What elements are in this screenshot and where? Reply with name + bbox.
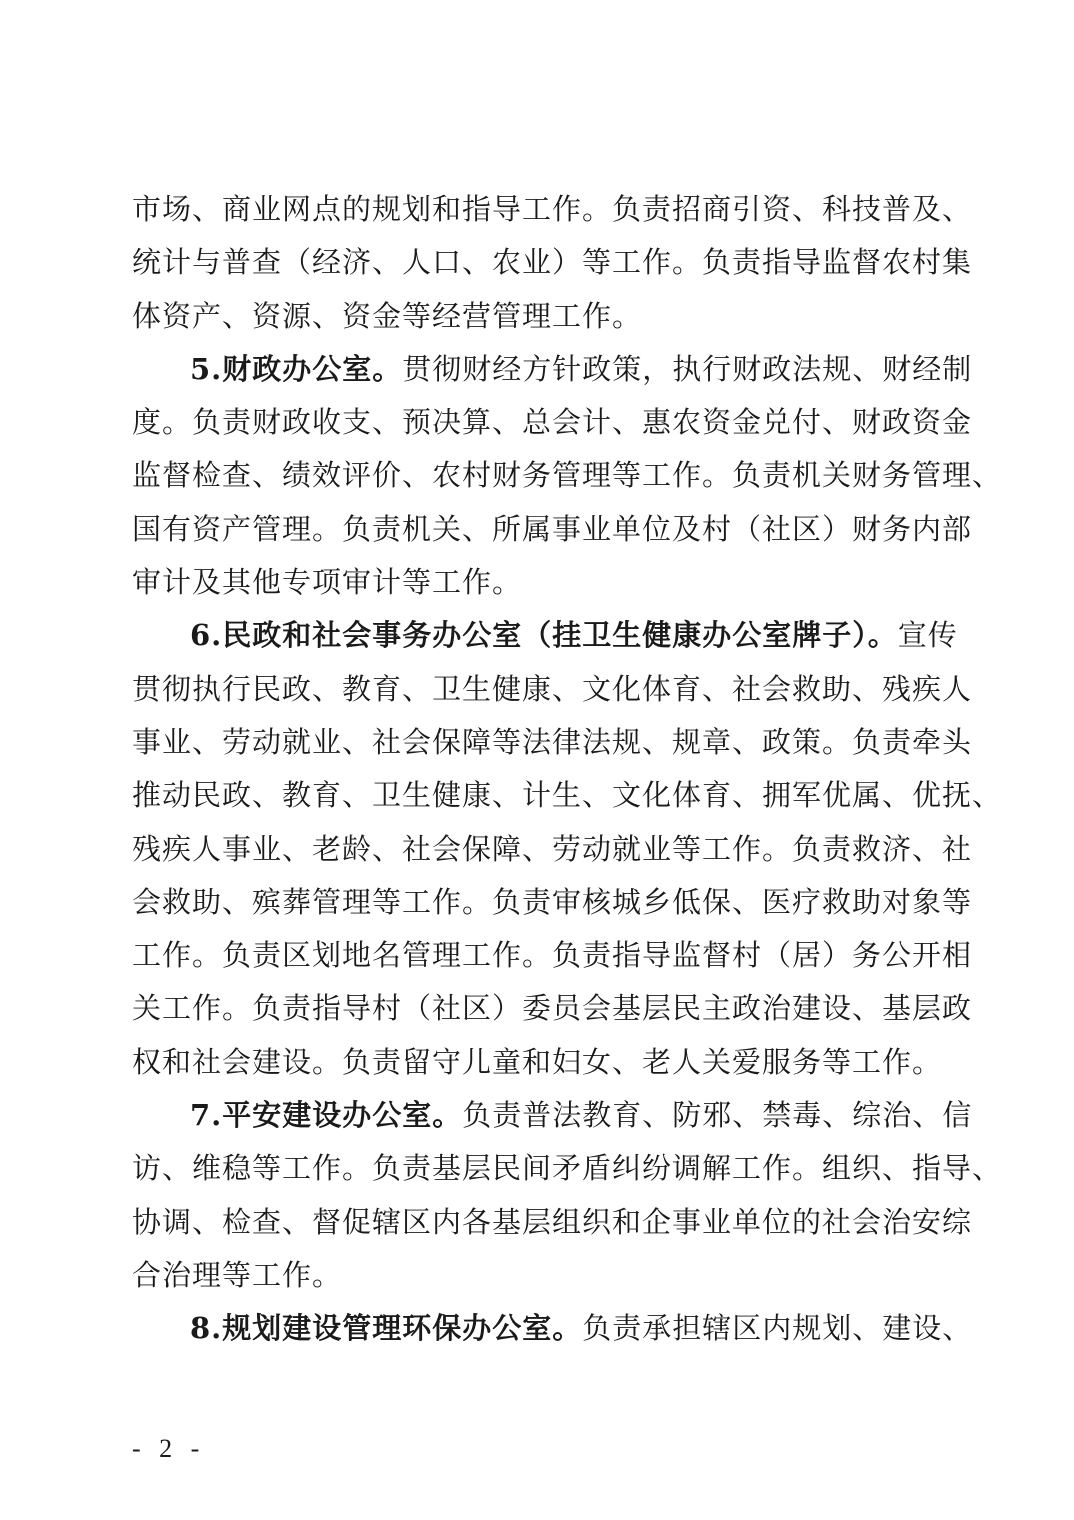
text-line-first xyxy=(132,609,958,662)
paragraph-heading: 5.财政办公室。 xyxy=(190,351,403,386)
paragraph-planning-office xyxy=(132,1302,973,1355)
text-line-first xyxy=(132,1302,973,1355)
paragraph-continuation xyxy=(132,183,973,343)
paragraph-heading: 6.民政和社会事务办公室（挂卫生健康办公室牌子）。 xyxy=(190,618,898,653)
text-line: 体资产、资源、资金等经营管理工作。 xyxy=(132,298,643,333)
text-line: 合治理等工作。 xyxy=(132,1257,343,1292)
text-fragment: 贯彻财经方针政策，执行财政法规、财经制 xyxy=(402,351,973,386)
text-line: 推动民政、教育、卫生健康、计生、文化体育、拥军优属、优抚、 xyxy=(132,778,1003,813)
text-line: 事业、劳动就业、社会保障等法律法规、规章、政策。负责牵头 xyxy=(132,724,973,759)
text-line: 统计与普查（经济、人口、农业）等工作。负责指导监督农村集 xyxy=(132,245,973,280)
text-line: 度。负责财政收支、预决算、总会计、惠农资金兑付、财政资金 xyxy=(132,405,973,440)
text-line: 工作。负责区划地名管理工作。负责指导监督村（居）务公开相 xyxy=(132,938,973,973)
paragraph-heading: 8.规划建设管理环保办公室。 xyxy=(190,1311,583,1346)
paragraph-finance-office xyxy=(132,343,1003,609)
text-line-first xyxy=(132,343,973,396)
text-line-first xyxy=(132,1089,973,1142)
text-line: 协调、检查、督促辖区内各基层组织和企事业单位的社会治安综 xyxy=(132,1204,973,1239)
text-fragment: 宣传 xyxy=(897,618,958,653)
paragraph-heading: 7.平安建设办公室。 xyxy=(190,1098,463,1133)
text-line: 会救助、殡葬管理等工作。负责审核城乡低保、医疗救助对象等 xyxy=(132,884,973,919)
text-line: 市场、商业网点的规划和指导工作。负责招商引资、科技普及、 xyxy=(132,192,973,226)
text-line: 监督检查、绩效评价、农村财务管理等工作。负责机关财务管理、 xyxy=(132,458,1003,493)
text-line: 国有资产管理。负责机关、所属事业单位及村（社区）财务内部 xyxy=(132,511,973,546)
text-line: 访、维稳等工作。负责基层民间矛盾纠纷调解工作。组织、指导、 xyxy=(132,1151,1003,1186)
text-line: 贯彻执行民政、教育、卫生健康、文化体育、社会救助、残疾人 xyxy=(132,671,973,706)
document-body xyxy=(132,183,1003,1356)
text-fragment: 负责普法教育、防邪、禁毒、综治、信 xyxy=(462,1098,973,1133)
text-line: 关工作。负责指导村（社区）委员会基层民主政治建设、基层政 xyxy=(132,991,973,1026)
text-line: 权和社会建设。负责留守儿童和妇女、老人关爱服务等工作。 xyxy=(132,1044,943,1079)
text-line: 残疾人事业、老龄、社会保障、劳动就业等工作。负责救济、社 xyxy=(132,831,973,866)
text-fragment: 负责承担辖区内规划、建设、 xyxy=(582,1311,973,1346)
text-line: 审计及其他专项审计等工作。 xyxy=(132,565,523,600)
paragraph-safety-office xyxy=(132,1089,1003,1302)
paragraph-civil-affairs-office xyxy=(132,609,1003,1089)
page-number: - 2 - xyxy=(132,1434,206,1463)
